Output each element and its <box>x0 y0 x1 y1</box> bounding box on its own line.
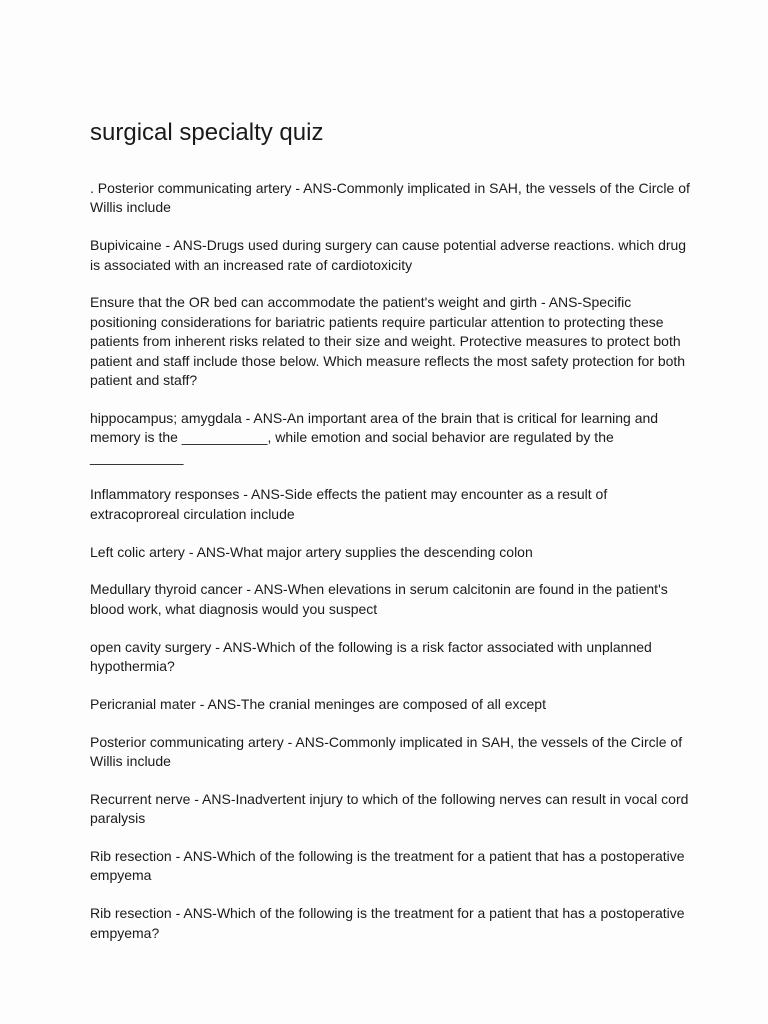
qa-item: Medullary thyroid cancer - ANS-When elevations in serum calcitonin are found in the patient's blood work, what diagnosis would you suspect <box>90 581 668 617</box>
qa-item: Recurrent nerve - ANS-Inadvertent injury to which of the following nerves can result in vocal cord paralysis <box>90 790 689 827</box>
qa-item: Rib resection - ANS-Which of the following is the treatment for a patient that has a postoperative empyema? <box>90 905 685 941</box>
qa-item: Pericranial mater - ANS-The cranial meninges are composed of all except <box>90 695 546 712</box>
qa-item: Inflammatory responses - ANS-Side effects the patient may encounter as a result of extracoproreal circulation include <box>90 486 608 522</box>
qa-item: . Posterior communicating artery - ANS-Commonly implicated in SAH, the vessels of the Circle of Willis include <box>90 180 690 216</box>
qa-item: open cavity surgery - ANS-Which of the following is a risk factor associated with unplanned hypothermia? <box>90 638 652 675</box>
qa-list <box>90 179 690 943</box>
document-title: surgical specialty quiz <box>90 119 324 146</box>
qa-item: Bupivicaine - ANS-Drugs used during surgery can cause potential adverse reactions. which drug is associated with an increased rate of cardiotoxicity <box>90 237 687 273</box>
qa-item: Left colic artery - ANS-What major artery supplies the descending colon <box>90 543 533 560</box>
qa-item: hippocampus; amygdala - ANS-An important area of the brain that is critical for learning and memory is the ___________, while emotion and social behavior are regulated by the ____________ <box>90 409 659 465</box>
qa-item: Ensure that the OR bed can accommodate the patient's weight and girth - ANS-Specific positioning considerations for bariatric patients require particular attention to protecting these patients from inherent risks related to their size and weight. Protective measures to protect both patient and staff include those below. Which measure reflects the most safety protection for both patient and staff? <box>90 294 686 389</box>
qa-item: Rib resection - ANS-Which of the following is the treatment for a patient that has a postoperative empyema <box>90 848 685 884</box>
qa-item: Posterior communicating artery - ANS-Commonly implicated in SAH, the vessels of the Circle of Willis include <box>90 733 683 770</box>
